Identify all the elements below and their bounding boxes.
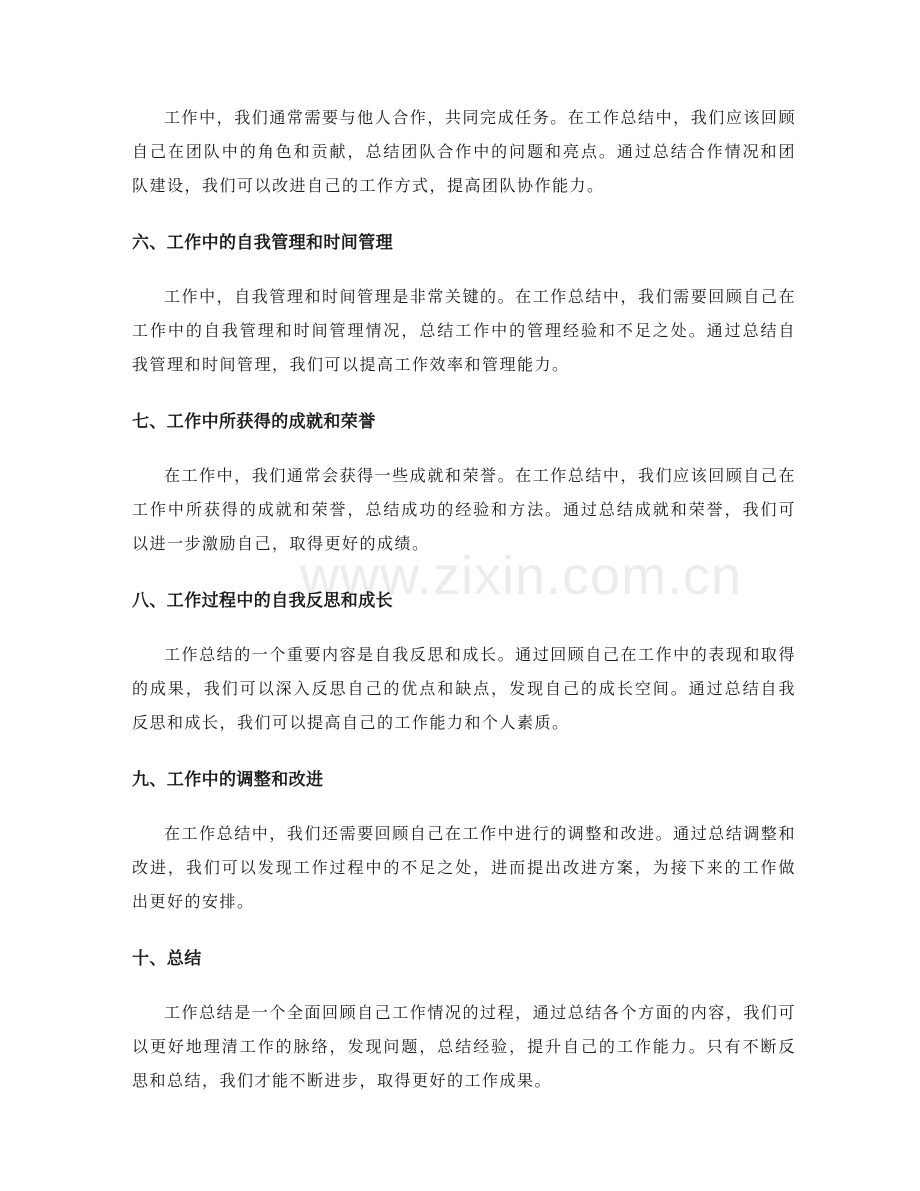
spacer <box>132 919 796 942</box>
section-paragraph-7: 在工作中，我们通常会获得一些成就和荣誉。在工作总结中，我们应该回顾自己在工作中所获得的成就和荣誉，总结成功的经验和方法。通过总结成就和荣誉，我们可以进一步激励自己，取得更好的成绩。 <box>132 466 796 553</box>
spacer <box>132 382 796 405</box>
section-heading-9: 九、工作中的调整和改进 <box>132 770 324 790</box>
spacer <box>132 203 796 226</box>
spacer <box>132 618 796 638</box>
section-paragraph-10: 工作总结是一个全面回顾自己工作情况的过程，通过总结各个方面的内容，我们可以更好地理清工作的脉络，发现问题，总结经验，提升自己的工作能力。只有不断反思和总结，我们才能不断进步，取得更好的工作成果。 <box>132 1003 796 1090</box>
section-paragraph-9: 在工作总结中，我们还需要回顾自己在工作中进行的调整和改进。通过总结调整和改进，我们可以发现工作过程中的不足之处，进而提出改进方案，为接下来的工作做出更好的安排。 <box>132 824 796 911</box>
section-heading-7: 七、工作中所获得的成就和荣誉 <box>132 412 376 432</box>
spacer <box>132 740 796 763</box>
watermark: www.zixin.com.cn <box>300 546 743 606</box>
spacer <box>132 797 796 817</box>
section-paragraph-8: 工作总结的一个重要内容是自我反思和成长。通过回顾自己在工作中的表现和取得的成果，我们可以深入反思自己的优点和缺点，发现自己的成长空间。通过总结自我反思和成长，我们可以提高自己的工作能力和个人素质。 <box>132 645 796 732</box>
intro-paragraph: 工作中，我们通常需要与他人合作，共同完成任务。在工作总结中，我们应该回顾自己在团队中的角色和贡献，总结团队合作中的问题和亮点。通过总结合作情况和团队建设，我们可以改进自己的工作方式，提高团队协作能力。 <box>132 108 796 195</box>
spacer <box>132 976 796 996</box>
spacer <box>132 439 796 459</box>
section-heading-8: 八、工作过程中的自我反思和成长 <box>132 591 393 611</box>
section-heading-6: 六、工作中的自我管理和时间管理 <box>132 233 393 253</box>
section-paragraph-6: 工作中，自我管理和时间管理是非常关键的。在工作总结中，我们需要回顾自己在工作中的自我管理和时间管理情况，总结工作中的管理经验和不足之处。通过总结自我管理和时间管理，我们可以提高工作效率和管理能力。 <box>132 287 796 374</box>
section-heading-10: 十、总结 <box>132 949 202 969</box>
spacer <box>132 260 796 280</box>
